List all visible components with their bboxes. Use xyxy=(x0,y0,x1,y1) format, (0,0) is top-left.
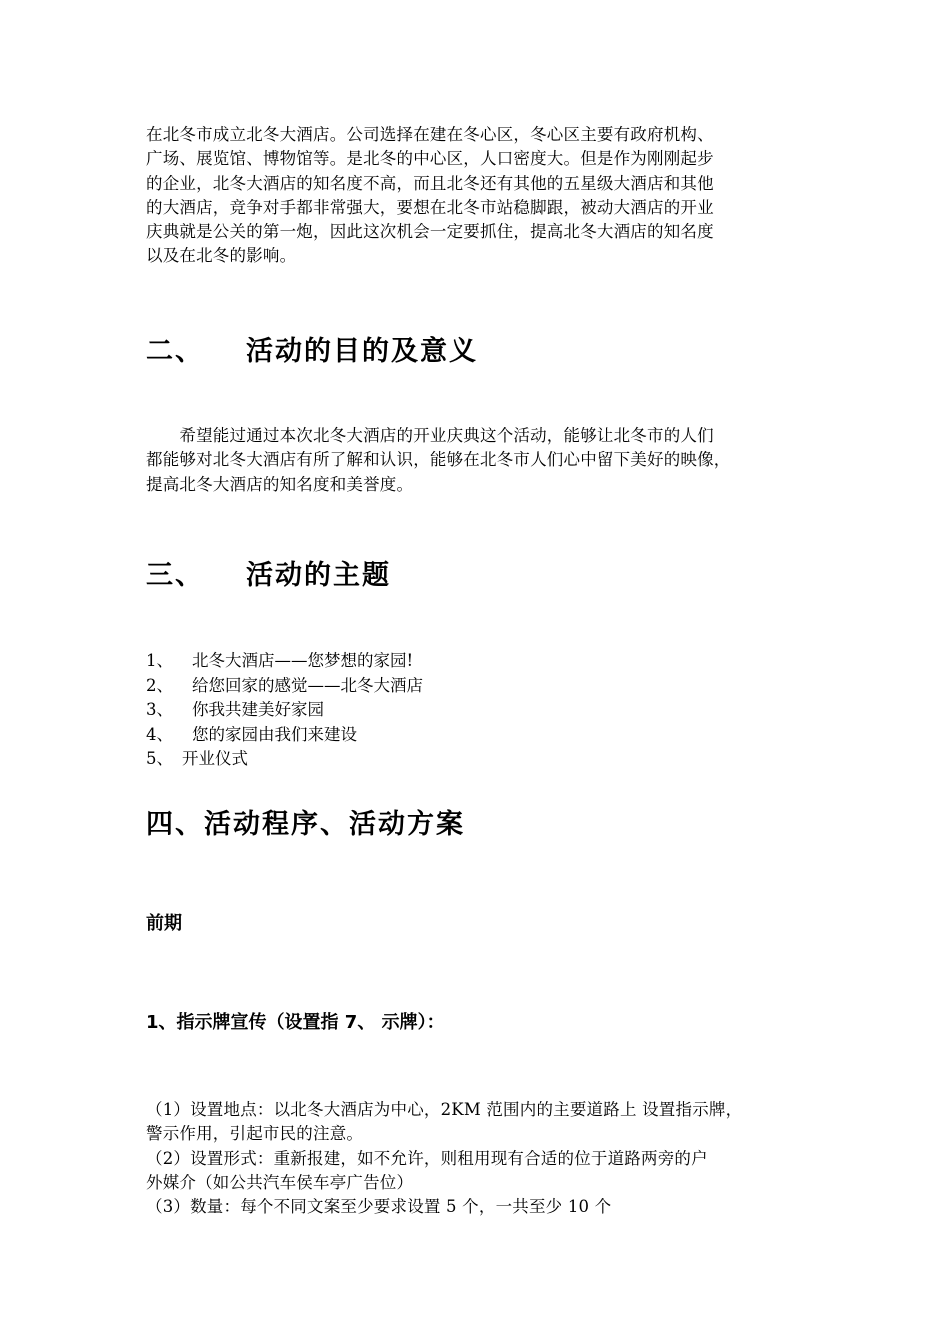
section-2-paragraph xyxy=(146,424,731,497)
detail-line: （1）设置地点：以北冬大酒店为中心，2KM 范围内的主要道路上 设置指示牌， xyxy=(146,1100,743,1119)
section-2-title: 活动的目的及意义 xyxy=(246,336,478,367)
list-item xyxy=(146,723,423,748)
section-2-heading xyxy=(146,334,478,370)
intro-paragraph xyxy=(146,123,714,269)
intro-line: 的大酒店，竞争对手都非常强大，要想在北冬市站稳脚跟，被动大酒店的开业 xyxy=(146,197,714,217)
intro-line: 在北冬市成立北冬大酒店。公司选择在建在冬心区，冬心区主要有政府机构、 xyxy=(146,125,714,144)
intro-line: 的企业，北冬大酒店的知名度不高，而且北冬还有其他的五星级大酒店和其他 xyxy=(146,173,714,193)
list-item-marker: 5、 xyxy=(146,749,173,769)
theme-list xyxy=(146,649,423,772)
section-3-number: 三、 xyxy=(146,560,204,591)
list-item-marker: 1、 xyxy=(146,651,173,670)
list-item xyxy=(146,649,423,674)
subheading-early-stage: 前期 xyxy=(146,913,182,934)
list-item-text: 您的家园由我们来建设 xyxy=(192,724,357,744)
section-2-line: 都能够对北冬大酒店有所了解和认识，能够在北冬市人们心中留下美好的映像， xyxy=(146,450,731,470)
section-2-line: 希望能过通过本次北冬大酒店的开业庆典这个活动，能够让北冬市的人们 xyxy=(146,426,714,445)
list-item-text: 你我共建美好家园 xyxy=(192,700,324,720)
detail-line: 外媒介（如公共汽车侯车亭广告位） xyxy=(146,1172,414,1192)
section-3-title: 活动的主题 xyxy=(246,560,391,591)
list-item-text: 北冬大酒店——您梦想的家园! xyxy=(192,651,414,670)
intro-line: 广场、展览馆、博物馆等。是北冬的中心区，人口密度大。但是作为刚刚起步 xyxy=(146,149,714,169)
section-4-heading: 四、活动程序、活动方案 xyxy=(146,809,465,840)
intro-line: 以及在北冬的影响。 xyxy=(146,246,297,266)
intro-line: 庆典就是公关的第一炮，因此这次机会一定要抓住，提高北冬大酒店的知名度 xyxy=(146,222,714,242)
section-2-line: 提高北冬大酒店的知名度和美誉度。 xyxy=(146,474,414,494)
signage-heading: 1、指示牌宣传（设置指 7、 示牌）： xyxy=(146,1012,445,1033)
list-item-text: 开业仪式 xyxy=(182,749,248,769)
section-2-number: 二、 xyxy=(146,336,204,367)
list-item-marker: 2、 xyxy=(146,675,173,695)
detail-line: 警示作用，引起市民的注意。 xyxy=(146,1124,364,1144)
list-item xyxy=(146,747,423,772)
list-item xyxy=(146,698,423,723)
list-item-marker: 4、 xyxy=(146,724,173,744)
list-item-text: 给您回家的感觉——北冬大酒店 xyxy=(192,675,423,695)
list-item-marker: 3、 xyxy=(146,700,173,720)
signage-details xyxy=(146,1098,742,1219)
list-item xyxy=(146,674,423,699)
detail-line: （2）设置形式：重新报建，如不允许，则租用现有合适的位于道路两旁的户 xyxy=(146,1148,708,1168)
detail-line: （3）数量：每个不同文案至少要求设置 5 个，一共至少 10 个 xyxy=(146,1197,612,1217)
section-3-heading xyxy=(146,558,391,594)
